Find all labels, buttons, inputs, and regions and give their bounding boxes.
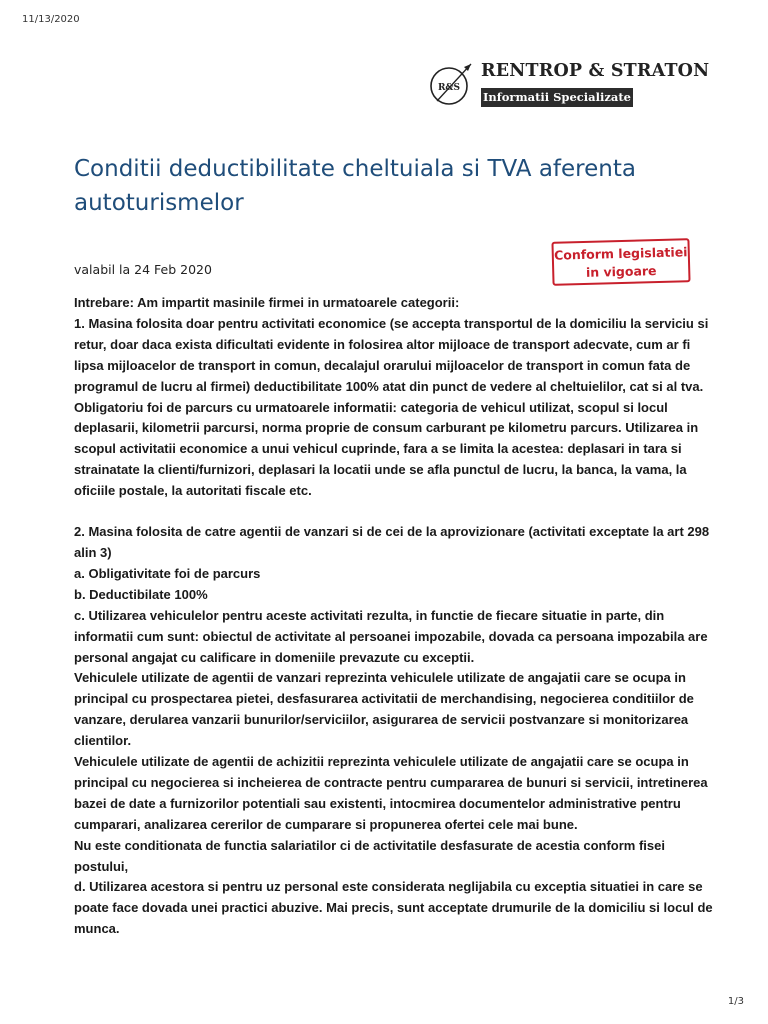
stamp-line-1: Conform legislatiei xyxy=(553,244,688,263)
logo-name: RENTROP & STRATON xyxy=(481,61,710,81)
purchasing-agents-paragraph: Vehiculele utilizate de agentii de achizitii reprezinta vehiculele utilizate de angajatii care se ocupa in principal cu negocierea si incheierea de contracte pentru cumpararea de bunuri si servicii, intretinerea bazei de date a furnizorilor potentiali sau existenti, intocmirea documentelor administrative pentru cumparari, analizarea cererilor de cumparare si propunerea ofertei cele mai bune. xyxy=(74,754,708,832)
emblem-text: R&S xyxy=(437,83,461,93)
legislation-stamp xyxy=(551,238,690,286)
valid-date: valabil la 24 Feb 2020 xyxy=(74,262,212,277)
document-title: Conditii deductibilitate cheltuiala si TVA aferenta autoturismelor xyxy=(74,156,636,216)
rentrop-straton-logo xyxy=(415,55,710,115)
item-2d: d. Utilizarea acestora si pentru uz personal este considerata neglijabila cu exceptia situatiei in care se poate face dovada unei practici abuzive. Mai precis, sunt acceptate drumurile de la domiciliu si locul de munca. xyxy=(74,879,713,937)
category-1-paragraph: 1. Masina folosita doar pentru activitati economice (se accepta transportul de la domiciliu la serviciu si retur, doar daca exista dificultati evidente in folosirea altor mijloace de transport adecvate, cum ar fi lipsa mijloacelor de transport in comun, decalajul orarului mijloacelor de transport in comun fata de programul de lucru al firmei) deductibilitate 100% atat din punct de vedere al cheltuielilor, cat si al tva. Obligatoriu foi de parcurs cu urmatoarele informatii: categoria de vehicul utilizat, scopul si locul deplasarii, kilometrii parcursi, norma proprie de consum carburant pe kilometru parcurs. Utilizarea in scopul activitatii economice a unui vehicul cuprinde, fara a se limita la acestea: deplasari in tara si strainatate la clienti/furnizori, deplasari la locatii unde se afla punctul de lucru, la banca, la vama, la oficiile postale, la autoritati fiscale etc. xyxy=(74,315,709,499)
page-number: 1/3 xyxy=(727,996,744,1007)
stamp-line-2: in vigoare xyxy=(585,263,657,280)
item-2a: a. Obligativitate foi de parcurs xyxy=(74,565,261,581)
category-2-paragraph: 2. Masina folosita de catre agentii de vanzari si de cei de la aprovizionare (activitati exceptate la art 298 alin 3) xyxy=(74,524,710,560)
question-paragraph: Intrebare: Am impartit masinile firmei in urmatoarele categorii: xyxy=(74,295,460,310)
sales-agents-paragraph: Vehiculele utilizate de agentii de vanzari reprezinta vehiculele utilizate de angajatii care se ocupa in principal cu prospectarea pietei, desfasurarea activitatii de merchandising, negocierea conditiilor de vanzare, derularea vanzarii bunurilor/serviciilor, asigurarea de servicii postvanzare si monitorizarea clientilor. xyxy=(74,670,694,749)
document-body xyxy=(74,293,714,940)
not-conditioned-paragraph: Nu este conditionata de functia salariatilor ci de activitatile desfasurate de acestia conform fisei postului, xyxy=(74,837,665,874)
item-2b: b. Deductibilate 100% xyxy=(74,586,208,602)
item-2c: c. Utilizarea vehiculelor pentru aceste activitati rezulta, in functie de fiecare situatie in parte, din informatii cum sunt: obiectul de activitate al persoanei impozabile, dovada ca persoana impozabila are personal angajat cu calificare in domeniile prevazute cu exceptii. xyxy=(74,607,708,665)
print-date: 11/13/2020 xyxy=(22,14,80,25)
rs-emblem-icon xyxy=(427,59,477,109)
logo-tagline: Informatii Specializate xyxy=(481,88,633,107)
